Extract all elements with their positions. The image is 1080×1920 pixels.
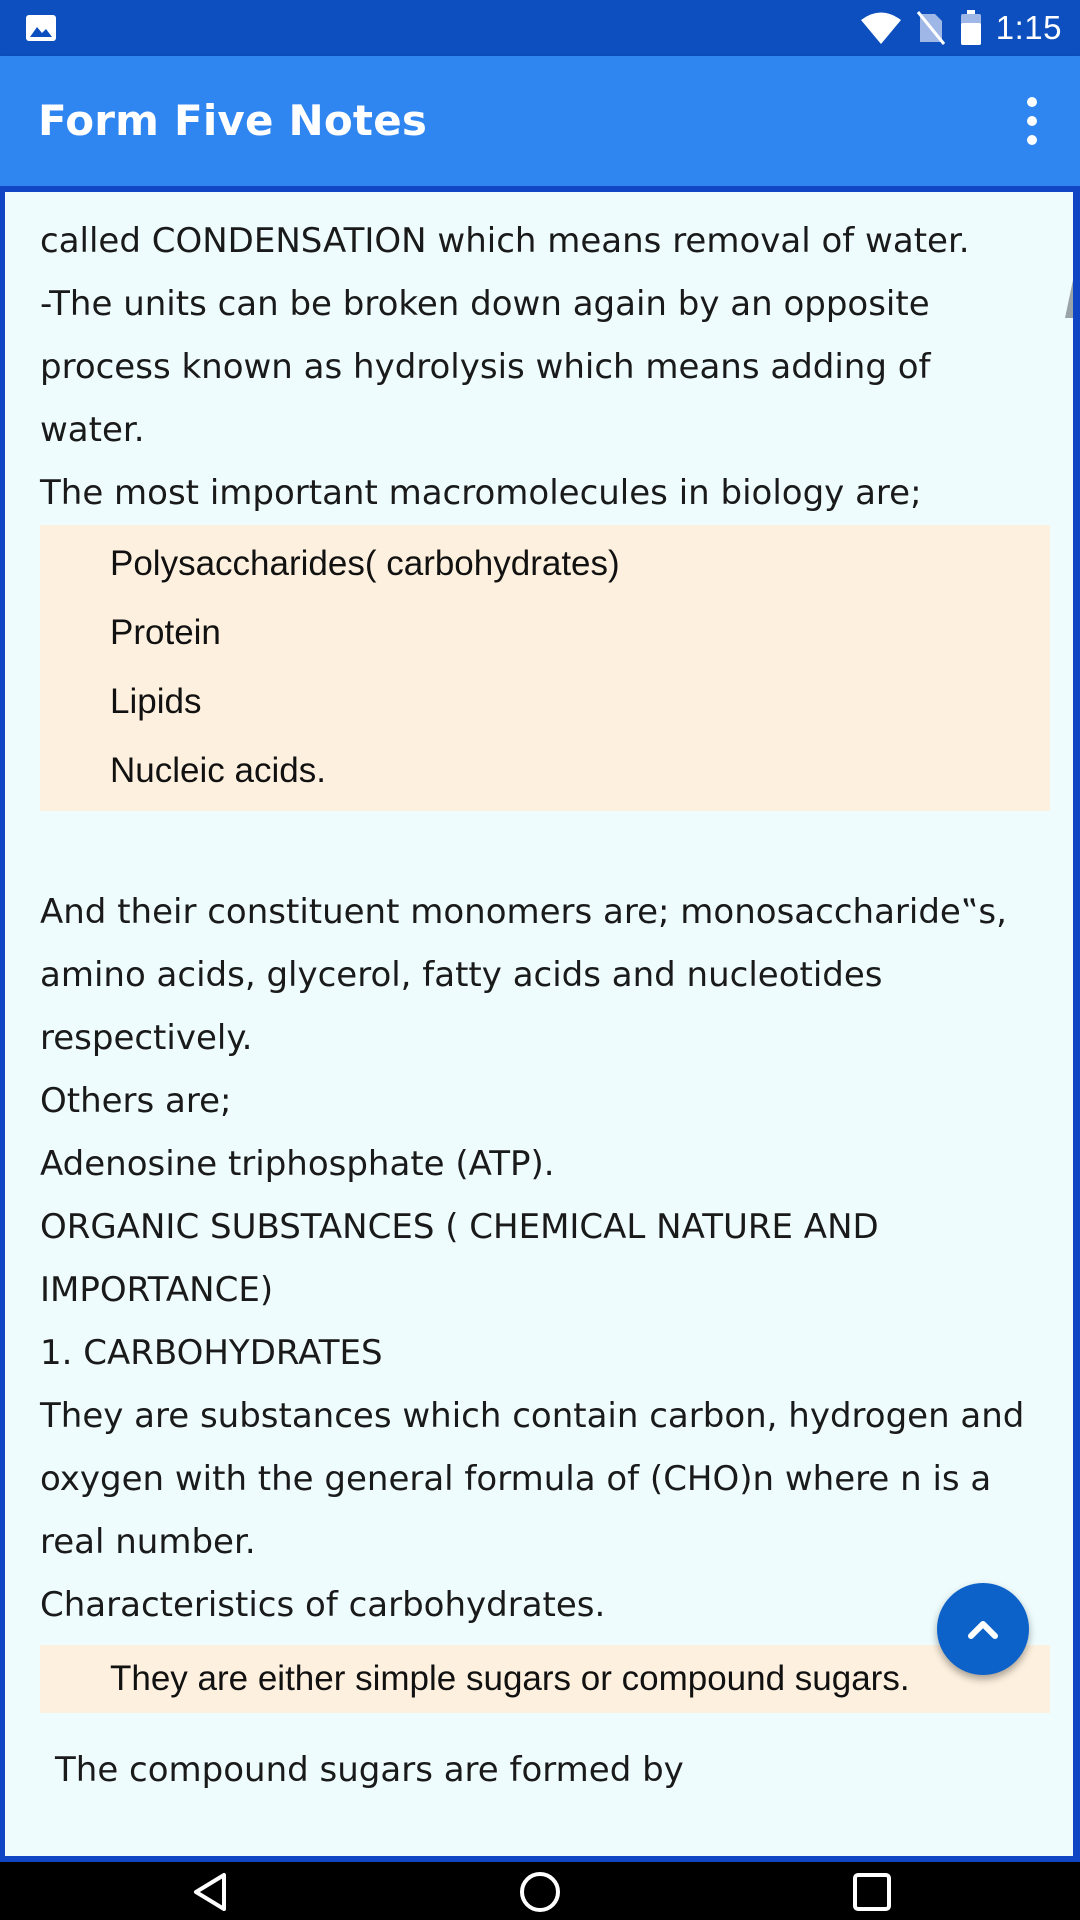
paragraph: called CONDENSATION which means removal of water. (40, 221, 970, 261)
paragraph: They are substances which contain carbon, hydrogen and oxygen with the general formula of (CHO)n where n is a real number. (40, 1396, 1025, 1562)
paragraph: The compound sugars are formed by (55, 1750, 684, 1790)
wifi-icon (860, 11, 902, 45)
nav-bar (0, 1862, 1080, 1920)
more-vert-icon[interactable] (1004, 86, 1060, 156)
paragraph: And their constituent monomers are; monosaccharide‟s, amino acids, glycerol, fatty acids and nucleotides respectively. (40, 892, 1007, 1058)
paragraph: Others are; (40, 1081, 232, 1121)
list-item: Lipids (110, 682, 202, 721)
status-bar (0, 0, 1080, 56)
recents-icon[interactable] (850, 1870, 894, 1914)
section-heading: 1. CARBOHYDRATES (40, 1333, 383, 1373)
paragraph: Adenosine triphosphate (ATP). (40, 1144, 555, 1184)
notes-content[interactable] (5, 192, 1073, 1856)
content-frame (0, 186, 1080, 1862)
list-item: Polysaccharides( carbohydrates) (110, 544, 620, 583)
section-heading: ORGANIC SUBSTANCES ( CHEMICAL NATURE AND IMPORTANCE) (40, 1207, 879, 1310)
app-title: Form Five Notes (38, 96, 428, 145)
back-icon[interactable] (188, 1870, 232, 1914)
paragraph: The most important macromolecules in biology are; (40, 473, 922, 513)
status-time: 1:15 (995, 9, 1062, 46)
home-icon[interactable] (518, 1870, 562, 1914)
list-item: Protein (110, 613, 221, 652)
app-bar (0, 56, 1080, 186)
notes-text (40, 210, 1045, 1802)
scroll-top-button[interactable] (937, 1583, 1029, 1675)
macromolecule-list (40, 525, 1050, 811)
scrollbar-thumb[interactable] (1065, 280, 1073, 318)
paragraph: -The units can be broken down again by an opposite process known as hydrolysis which means adding of water. (40, 284, 931, 450)
chevron-up-icon (965, 1617, 1001, 1641)
characteristic-item: They are either simple sugars or compound sugars. (40, 1645, 1050, 1713)
no-sim-icon (916, 10, 946, 46)
battery-icon (960, 10, 982, 46)
image-icon (25, 14, 57, 42)
list-item: Nucleic acids. (110, 751, 326, 790)
paragraph: Characteristics of carbohydrates. (40, 1585, 606, 1625)
